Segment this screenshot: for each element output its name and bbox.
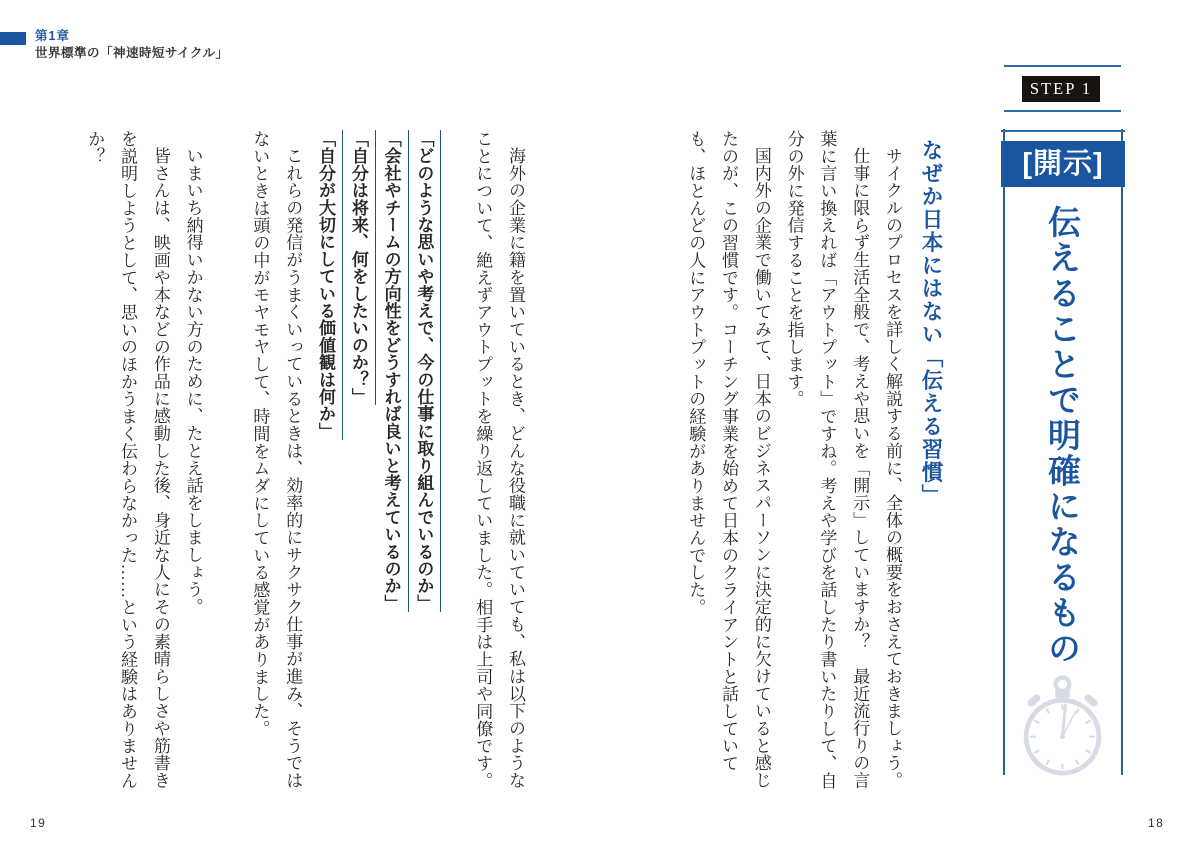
left-page-body — [85, 130, 531, 806]
body-paragraph: 皆さんは、映画や本などの作品に感動した後、身近な人にその素晴らしさや筋書きを説明しようとして、思いのほかうまく伝わらなかった……という経験はありませんか？ — [85, 130, 170, 790]
page-number-left: 19 — [30, 816, 47, 830]
page-number-right: 18 — [1148, 816, 1165, 830]
body-paragraph: 国内外の企業で働いてみて、日本のビジネスパーソンに決定的に欠けていると感じたのが、この習慣です。コーチング事業を始めて日本のクライアントと話していても、ほとんどの人にアウトプットの経験がありませんでした。 — [686, 130, 771, 789]
quote-line — [407, 130, 440, 806]
quote-text: 「どのような思いや考えで、今の仕事に取り組んでいるのか」 — [414, 130, 441, 612]
quote-text: 「会社やチームの方向性をどうすれば良いと考えているのか」 — [382, 130, 409, 612]
body-paragraph: これらの発信がうまくいっているときは、効率的にサクサク仕事が進み、そうではないときは頭の中がモヤモヤして、時間をムダにしている感覚がありました。 — [250, 130, 303, 789]
quote-line — [374, 130, 407, 806]
chapter-title: 世界標準の「神速時短サイクル」 — [35, 46, 229, 60]
chapter-number: 第1章 — [35, 29, 70, 43]
kaiji-label-band: [開示] — [1001, 141, 1125, 187]
section-heading: なぜか日本にはない「伝える習慣」 — [919, 139, 943, 507]
body-paragraph: いまいち納得いかない方のために、たとえ話をしましょう。 — [183, 147, 203, 616]
body-paragraph: 仕事に限らず生活全般で、考えや思いを「開示」していますか？ 最近流行りの言葉に言い換えれば「アウトプット」ですね。考えや学びを話したり書いたりして、自分の外に発信することを指します。 — [784, 130, 870, 790]
step-rule-top — [1004, 65, 1121, 67]
step-badge: STEP 1 — [1022, 76, 1100, 102]
step-title: 伝えることで明確になるもの — [1044, 205, 1081, 667]
stopwatch-icon — [1014, 674, 1111, 780]
quote-line — [341, 130, 374, 806]
body-paragraph: サイクルのプロセスを詳しく解説する前に、全体の概要をおさえておきましょう。 — [883, 147, 902, 789]
quote-text: 「自分は将来、何をしたいのか？」 — [349, 130, 376, 405]
step-rule-bottom — [1004, 110, 1121, 112]
right-page-body — [676, 130, 908, 806]
title-box-top-rule — [1001, 130, 1125, 132]
title-box-right-rule — [1121, 129, 1123, 775]
quote-text: 「自分が大切にしている価値観は何か」 — [316, 130, 343, 440]
quote-line — [308, 130, 341, 806]
body-paragraph: 海外の企業に籍を置いているとき、どんな役職に就いていても、私は以下のようなことについて、絶えずアウトプットを繰り返していました。相手は上司や同僚です。 — [473, 130, 525, 790]
chapter-accent-bar — [0, 32, 26, 45]
